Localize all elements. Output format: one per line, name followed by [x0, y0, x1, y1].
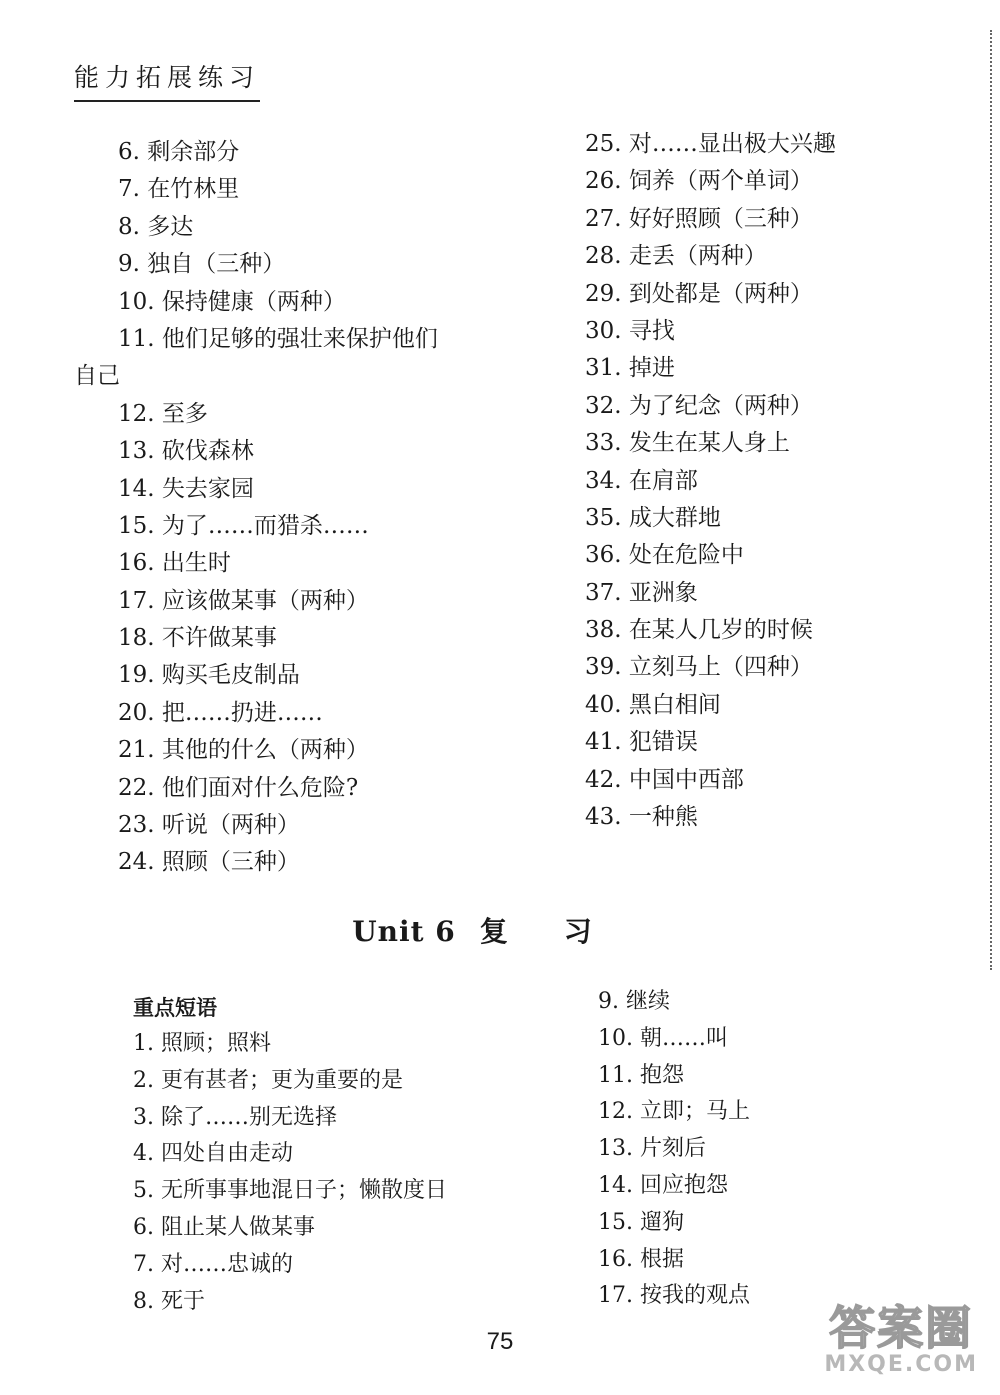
left-column-bottom: [133, 1026, 447, 1320]
list-item: 14. 失去家园: [118, 475, 254, 502]
list-item: 6. 阻止某人做某事: [133, 1214, 315, 1240]
list-item: 12. 立即；马上: [598, 1099, 750, 1125]
list-item: 14. 回应抱怨: [598, 1172, 728, 1198]
list-item: 38. 在某人几岁的时候: [585, 617, 813, 644]
list-item: 35. 成大群地: [585, 504, 721, 531]
list-item: 8. 死于: [133, 1288, 205, 1314]
list-item: 21. 其他的什么（两种）: [118, 737, 369, 764]
list-item: 6. 剩余部分: [118, 139, 240, 165]
list-item: 2. 更有甚者；更为重要的是: [133, 1067, 403, 1093]
list-item: 4. 四处自由走动: [133, 1141, 293, 1167]
running-header: 能力拓展练习: [74, 58, 260, 102]
list-item: 5. 无所事事地混日子；懒散度日: [133, 1178, 447, 1204]
section-heading: 重点短语: [133, 996, 217, 1020]
list-item: 8. 多达: [118, 213, 194, 240]
list-item: 29. 到处都是（两种）: [585, 280, 813, 307]
list-item: 20. 把……扔进……: [118, 699, 323, 726]
list-item: 40. 黑白相间: [585, 691, 721, 718]
list-item: 41. 犯错误: [585, 729, 698, 756]
list-item: 7. 在竹林里: [118, 176, 240, 203]
list-item: 9. 继续: [598, 989, 670, 1014]
unit-title-cn: 复习: [479, 915, 648, 948]
list-item: 28. 走丢（两种）: [585, 243, 767, 270]
watermark-logo-text: 答案圈: [829, 1301, 974, 1355]
list-item: 43. 一种熊: [585, 804, 698, 831]
list-item: 自己: [74, 363, 120, 390]
list-item: 15. 为了……而猎杀……: [118, 512, 369, 539]
list-item: 19. 购买毛皮制品: [118, 662, 300, 689]
right-column-bottom: [598, 984, 750, 1315]
unit-title: [0, 910, 1000, 950]
list-item: 36. 处在危险中: [585, 542, 744, 569]
right-column-top: [585, 126, 836, 836]
list-item: 13. 片刻后: [598, 1136, 706, 1162]
list-item: 7. 对……忠诚的: [133, 1251, 293, 1277]
list-item: 11. 他们足够的强壮来保护他们: [118, 325, 438, 352]
list-item: 26. 饲养（两个单词）: [585, 168, 813, 195]
list-item: 17. 按我的观点: [598, 1283, 750, 1309]
unit-title-en: Unit 6: [352, 915, 456, 948]
page-number: 75: [486, 1328, 514, 1355]
list-item: 15. 遛狗: [598, 1209, 684, 1235]
list-item: 9. 独自（三种）: [118, 251, 286, 278]
list-item: 30. 寻找: [585, 317, 675, 344]
binding-dotted-line: [990, 30, 992, 970]
list-item: 17. 应该做某事（两种）: [118, 587, 369, 614]
list-item: 42. 中国中西部: [585, 766, 744, 793]
list-item: 24. 照顾（三种）: [118, 849, 300, 876]
list-item: 1. 照顾；照料: [133, 1031, 271, 1056]
list-item: 27. 好好照顾（三种）: [585, 205, 813, 232]
list-item: 25. 对……显出极大兴趣: [585, 131, 836, 157]
list-item: 11. 抱怨: [598, 1062, 684, 1088]
list-item: 16. 根据: [598, 1246, 684, 1272]
list-item: 12. 至多: [118, 400, 208, 427]
list-item: 31. 掉进: [585, 355, 675, 382]
list-item: 10. 保持健康（两种）: [118, 288, 346, 315]
watermark-logo: [824, 1292, 978, 1377]
list-item: 34. 在肩部: [585, 467, 698, 494]
list-item: 10. 朝……叫: [598, 1025, 728, 1051]
left-column-top: [74, 134, 438, 882]
list-item: 39. 立刻马上（四种）: [585, 654, 813, 681]
list-item: 37. 亚洲象: [585, 579, 698, 606]
list-item: 32. 为了纪念（两种）: [585, 392, 813, 419]
watermark-logo-url: MXQE.COM: [824, 1352, 978, 1377]
list-item: 16. 出生时: [118, 550, 231, 577]
list-item: 3. 除了……别无选择: [133, 1104, 337, 1130]
list-item: 18. 不许做某事: [118, 625, 277, 652]
list-item: 23. 听说（两种）: [118, 812, 300, 839]
list-item: 33. 发生在某人身上: [585, 430, 790, 457]
list-item: 13. 砍伐森林: [118, 438, 254, 465]
list-item: 22. 他们面对什么危险?: [118, 774, 359, 801]
